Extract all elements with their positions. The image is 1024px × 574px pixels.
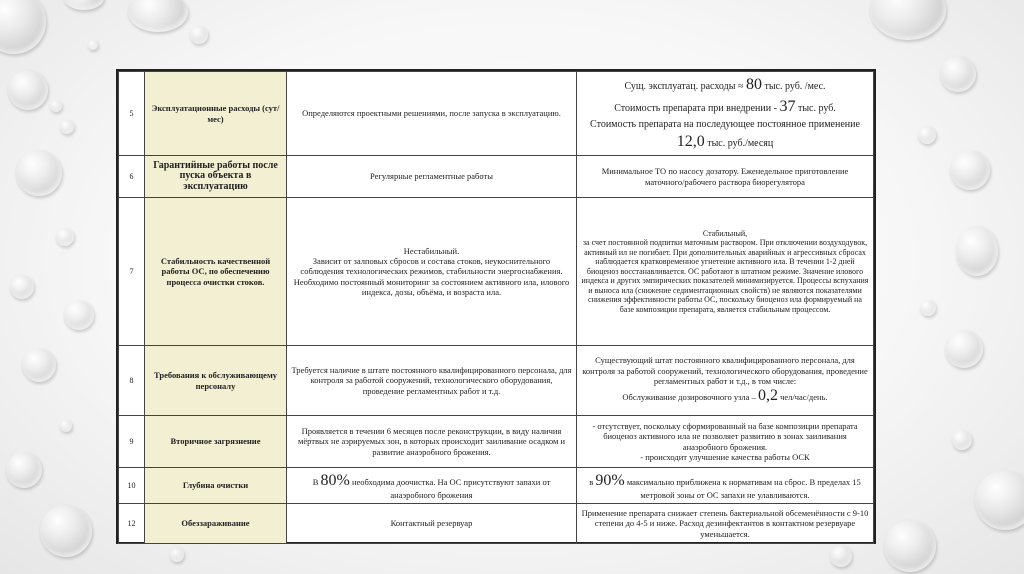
cell-line: - происходит улучшение качества работы ОСК: [640, 451, 810, 462]
row-number: 6: [119, 156, 145, 198]
cost-text: Стоимость препарата при внедрении -: [614, 102, 780, 114]
water-drop-decoration: [60, 120, 74, 134]
row-number: 7: [119, 198, 145, 346]
table-row: [119, 468, 874, 504]
current-state-cell: Определяются проектными решениями, после запуска в эксплуатацию.: [287, 72, 577, 156]
cell-line: в: [589, 476, 596, 487]
water-drop-decoration: [128, 0, 188, 32]
cost-text: Стоимость препарата на последующее постоянное применение: [590, 118, 860, 130]
water-drop-decoration: [6, 452, 42, 488]
water-drop-decoration: [920, 300, 936, 316]
water-drop-decoration: [950, 150, 990, 190]
water-drop-decoration: [830, 545, 852, 567]
row-criterion: Обеззараживание: [145, 504, 287, 544]
water-drop-decoration: [22, 348, 56, 382]
proposed-state-cell: [577, 468, 874, 504]
water-drop-decoration: [10, 275, 34, 299]
table-row: [119, 416, 874, 468]
proposed-state-cell: Применение препарата снижает степень бактериальной обсеменённости с 9-10 степени до 4-5 и ниже. Расход дезинфектантов в контактном резервуаре уменьшается.: [577, 504, 874, 544]
water-drop-decoration: [88, 40, 98, 50]
row-criterion: Требования к обслуживающему персоналу: [145, 346, 287, 416]
cell-line: В: [312, 476, 321, 487]
row-number: 10: [119, 468, 145, 504]
cost-unit: чел/час/день.: [777, 392, 828, 403]
table-row: [119, 504, 874, 544]
water-drop-decoration: [16, 150, 62, 196]
cost-value: 80: [745, 76, 762, 94]
water-drop-decoration: [56, 228, 74, 246]
water-drop-decoration: [884, 520, 936, 572]
water-drop-decoration: [945, 330, 983, 368]
water-drop-decoration: [8, 70, 48, 110]
row-criterion: Глубина очистки: [145, 468, 287, 504]
table-row: [119, 156, 874, 198]
water-drop-decoration: [170, 548, 184, 562]
water-drop-decoration: [870, 0, 946, 40]
water-drop-decoration: [0, 0, 46, 54]
table-row: [119, 346, 874, 416]
percent-value: 90%: [595, 471, 625, 489]
proposed-state-cell: [577, 416, 874, 468]
current-state-cell: Проявляется в течении 6 месяцев после реконструкции, в виду наличия мёртвых не аэрируемых зон, в которых происходит заиливание осадком и развитие анаэробного брожения.: [287, 416, 577, 468]
proposed-state-cell: [577, 198, 874, 346]
current-state-cell: Контактный резервуар: [287, 504, 577, 544]
cell-line: необходима доочистка. На ОС присутствуют запахи от анаэробного брожения: [349, 476, 551, 501]
row-criterion: Гарантийные работы после пуска объекта в эксплуатацию: [145, 156, 287, 198]
row-criterion: Вторичное загрязнение: [145, 416, 287, 468]
table-row: [119, 72, 874, 156]
percent-value: 80%: [320, 471, 350, 489]
water-drop-decoration: [975, 470, 1024, 530]
cell-line: Существующий штат постоянного квалифицированного персонала, для контроля за работой сооружений, технологического оборудования, проведение регламентных работ и т.д., в том числе:: [582, 355, 868, 386]
water-drop-decoration: [40, 505, 92, 557]
cell-line: - отсутствует, поскольку сформированный на базе композиции препарата биоценоз активного ила не позволяет развитию в зонах заиливания анаэробного брожения.: [592, 420, 858, 452]
comparison-table: [116, 69, 876, 544]
cell-line: за счет постоянной подпитки маточным раствором. При отключении воздуходувок, активный ил не погибает. При дополнительных аварийных и агрессивных сбросах наблюдается кратковременное угнетение активного ила. В течении 1-2 дней биоценоз восстанавливается. ОС работают в штатном режиме. Значение илового индекса и других эмпирических показателей минимизируется. Процессы вспухания и выноса ила (снижение седиментационных свойств) не являются показателями снижения эффективности работы ОС, поскольку биоценоз ила формируемый на базе композиции препарата, является стабильным процессом.: [581, 238, 869, 314]
water-drop-decoration: [50, 100, 62, 112]
row-number: 5: [119, 72, 145, 156]
cell-line: Обслуживание дозировочного узла –: [622, 392, 758, 403]
water-drop-decoration: [64, 300, 94, 330]
proposed-state-cell: [577, 346, 874, 416]
current-state-cell: [287, 468, 577, 504]
proposed-state-cell: Минимальное ТО по насосу дозатору. Еженедельное приготовление маточного/рабочего раствора биорегулятора: [577, 156, 874, 198]
row-number: 9: [119, 416, 145, 468]
cost-value: 12,0: [676, 133, 705, 151]
cell-line: максимально приближена к нормативам на сброс. В пределах 15 метровой зоны от ОС запахи не улавливаются.: [624, 476, 861, 501]
cost-text: Сущ. эксплуатац. расходы ≈: [624, 81, 746, 93]
cost-unit: тыс. руб.: [795, 102, 836, 114]
current-state-cell: Регулярные регламентные работы: [287, 156, 577, 198]
current-state-cell: Требуется наличие в штате постоянного квалифицированного персонала, для контроля за работой сооружений, технологического оборудования, проведение регламентных работ и т.д.: [287, 346, 577, 416]
water-drop-decoration: [956, 226, 998, 276]
row-criterion: Стабильность качественной работы ОС, по обеспечению процесса очистки стоков.: [145, 198, 287, 346]
cost-unit: тыс. руб. /мес.: [761, 81, 826, 93]
proposed-state-cell: [577, 72, 874, 156]
row-criterion: Эксплуатационные расходы (сут/мес): [145, 72, 287, 156]
cell-line: Нестабильный.: [403, 245, 460, 256]
current-state-cell: [287, 198, 577, 346]
water-drop-decoration: [940, 56, 976, 92]
cell-line: Зависит от залповых сбросов и состава стоков, неукоснительного соблюдения технологических режимов, стабильности энергоснабжения. Необходимо постоянный мониторинг за состоянием активного ила, илового индекса, дозы, объёма, и возраста ила.: [293, 255, 570, 298]
cell-line: Стабильный,: [702, 229, 748, 239]
table-row: [119, 198, 874, 346]
water-drop-decoration: [952, 430, 972, 450]
cost-value: 0,2: [757, 387, 778, 405]
water-drop-decoration: [190, 26, 208, 44]
water-drop-decoration: [918, 126, 936, 144]
water-drop-decoration: [64, 0, 104, 10]
row-number: 12: [119, 504, 145, 544]
water-drop-decoration: [60, 420, 72, 432]
row-number: 8: [119, 346, 145, 416]
cost-unit: тыс. руб./месяц: [704, 138, 774, 150]
cost-value: 37: [779, 97, 796, 115]
